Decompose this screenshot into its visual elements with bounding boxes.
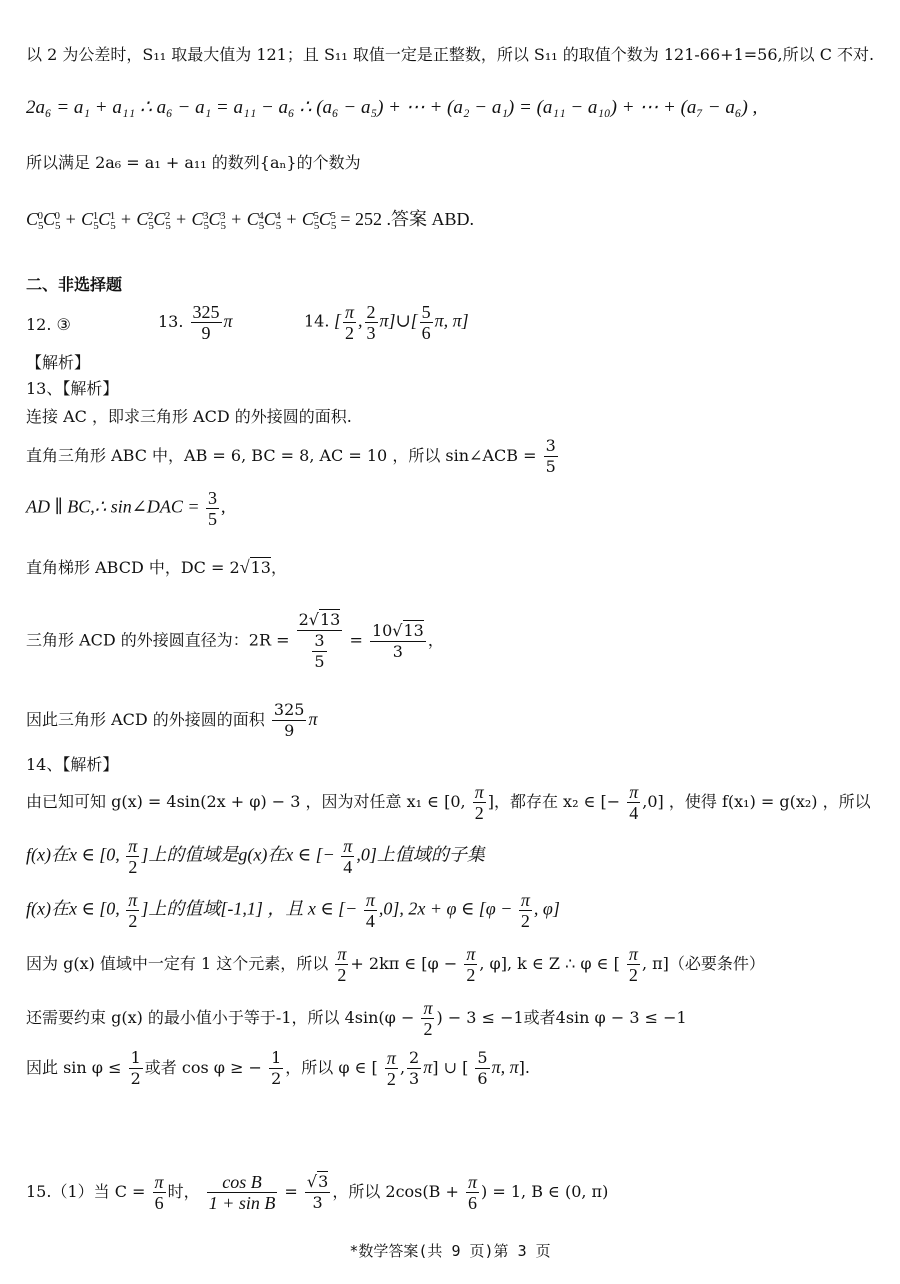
q14-line-3: f(x)在x ∈ [0, $\frac{\pi}{2}$ ]上的值域[-1,1] ，且 x ∈ [− $\frac{\pi}{4}$ ,0], 2x + φ ∈ [φ − $\frac{\pi}{2}$ , φ] — [26, 890, 560, 931]
answer-13: 13. $\frac{325}{9}$ π — [158, 302, 233, 343]
q14-line-6: 因此 sin φ ≤ $\frac{1}{2}$ 或者 cos φ ≥ − $\frac{1}{2}$ ，所以 φ ∈ [ $\frac{\pi}{2}$ , $\frac{2}{3}$ π] ∪ [ $\frac{5}{6}$ π, π]. — [26, 1048, 530, 1089]
answer-14: 14. [ $\frac{\pi}{2}$ , $\frac{2}{3}$ π]∪[ $\frac{5}{6}$ π, π] — [304, 302, 469, 343]
q13-line-6: 因此三角形 ACD 的外接圆的面积 $\frac{325}{9}$ π — [26, 700, 318, 740]
combination-result: = 252 .答案 ABD. — [340, 209, 475, 229]
q14-heading: 14、【解析】 — [26, 755, 119, 774]
q15-line-1: 15.（1）当 C = $\frac{\pi}{6}$ 时， $\frac{\text{cos B}}{\text{1 + sin B}}$ = $\frac{√3}{3}$ ，所以 2cos(B + $\frac{\pi}{6}$ ) = 1, B ∈ (0, π) — [26, 1172, 609, 1213]
text-line-1: 以 2 为公差时，S₁₁ 取最大值为 121；且 S₁₁ 取值一定是正整数，所以 S₁₁ 的取值个数为 121-66+1=56,所以 C 不对. — [26, 45, 875, 64]
q13-line-5: 三角形 ACD 的外接圆直径为：2R = $\frac{2√13}{\frac{3}{5}}$ = $\frac{10√13}{3}$ ， — [26, 610, 444, 671]
equation-line-2: 2a₆ = a₁ + a₁₁ ∴ a₆ − a₁ = a₁₁ − a₆ ∴ (a₆ − a₅) + ⋯ + (a₂ − a₁) = (a₁₁ − a₁₀) + ⋯ + (a₇ − a₆) , — [26, 97, 758, 118]
q13-line-2: 直角三角形 ABC 中，AB = 6, BC = 8, AC = 10 ，所以 sin∠ACB = $\frac{3}{5}$ — [26, 436, 556, 476]
q13-line-4: 直角梯形 ABCD 中，DC = 2√13， — [26, 557, 287, 577]
q13-heading: 13、【解析】 — [26, 379, 119, 398]
section-heading: 二、非选择题 — [26, 275, 123, 294]
answer-12: 12. ③ — [26, 315, 71, 334]
q14-line-1: 由已知可知 g(x) = 4sin(2x + φ) − 3 ，因为对任意 x₁ ∈ [0, $\frac{\pi}{2}$ ]，都存在 x₂ ∈ [− $\frac{\pi}{4}$ ,0] ，使得 f(x₁) = g(x₂) ，所以 — [26, 782, 871, 823]
jiexi-label: 【解析】 — [26, 353, 91, 372]
q14-line-4: 因为 g(x) 值域中一定有 1 这个元素，所以 $\frac{\pi}{2}$ + 2kπ ∈ [φ − $\frac{\pi}{2}$ , φ], k ∈ Z ∴ φ ∈ [ $\frac{\pi}{2}$ , π]（必要条件） — [26, 944, 765, 985]
q13-line-3: AD ∥ BC,∴ sin∠DAC = $\frac{3}{5}$ , — [26, 488, 226, 529]
q14-line-2: f(x)在x ∈ [0, $\frac{\pi}{2}$ ]上的值域是g(x)在x ∈ [− $\frac{\pi}{4}$ ,0]上值域的子集 — [26, 836, 485, 877]
text-line-3: 所以满足 2a₆ = a₁ + a₁₁ 的数列{aₙ}的个数为 — [26, 153, 361, 172]
combination-sum: $C_5^0C_5^0 + C_5^1C_5^1 + C_5^2C_5^2 + C_5^3C_5^3 + C_5^4C_5^4 + C_5^5C_5^5 = 252$ .答案 ABD. — [26, 209, 475, 232]
page-footer: *数学答案(共 9 页)第 3 页 — [349, 1242, 551, 1260]
q13-line-1: 连接 AC ，即求三角形 ACD 的外接圆的面积. — [26, 407, 352, 426]
q14-line-5: 还需要约束 g(x) 的最小值小于等于-1，所以 4sin(φ − $\frac{\pi}{2}$ ) − 3 ≤ −1或者4sin φ − 3 ≤ −1 — [26, 998, 687, 1039]
